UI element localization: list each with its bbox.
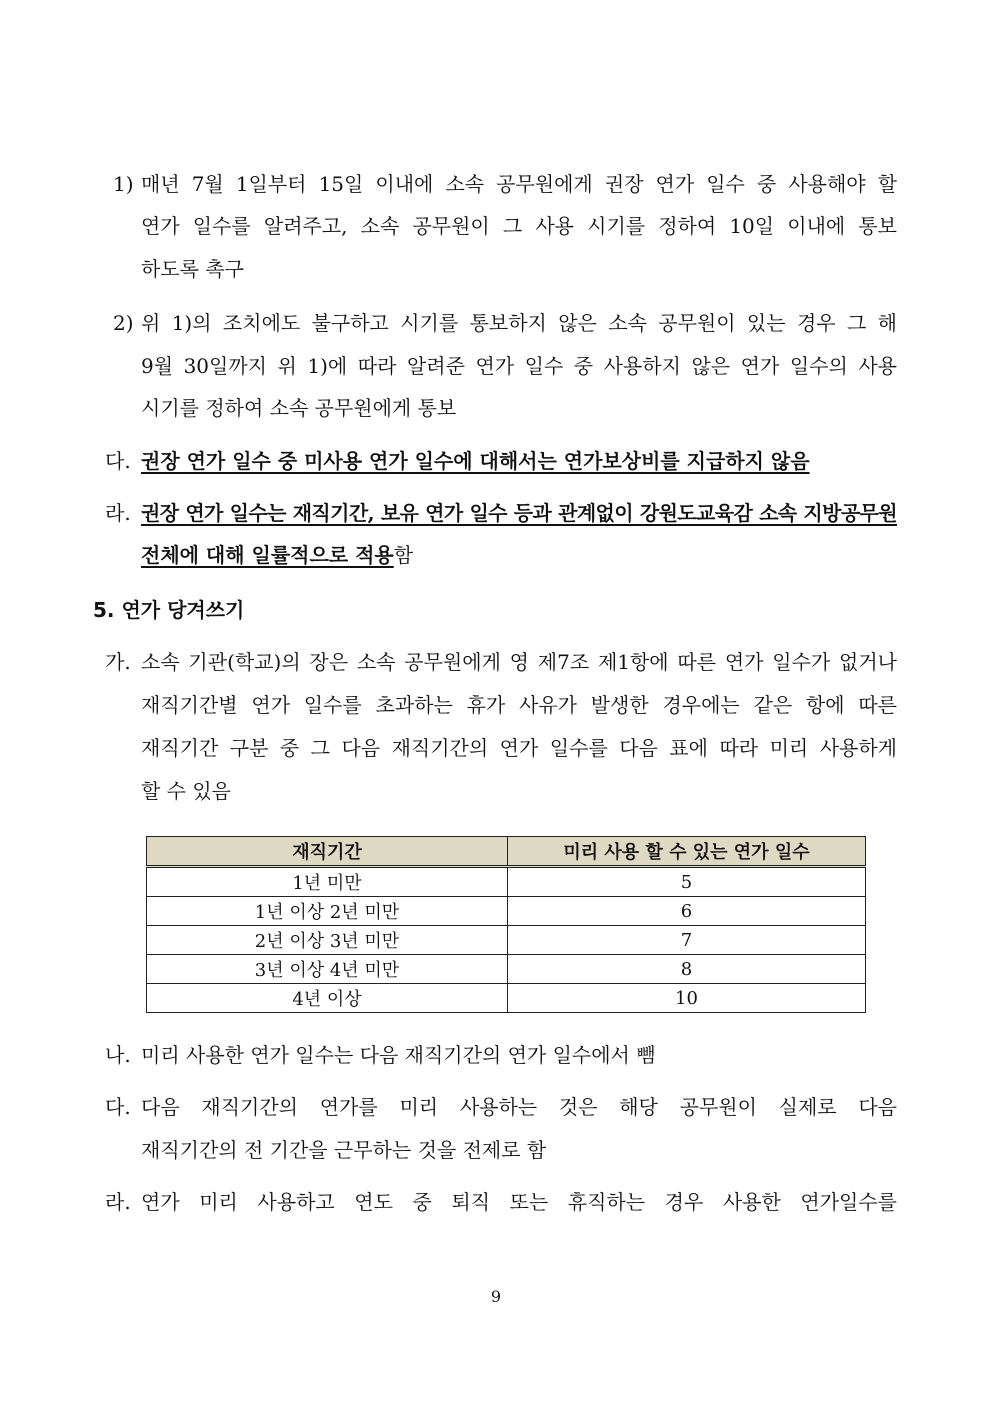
item-text-emphasis: 전체에 대해 일률적으로 적용: [141, 543, 394, 567]
sub-item-text-line: 연가 일수를 알려주고, 소속 공무원이 그 사용 시기를 정하여 10일 이내에 통보: [141, 214, 897, 238]
sub-item-text-line: 위 1)의 조치에도 불구하고 시기를 통보하지 않은 소속 공무원이 있는 경우 그 해: [141, 311, 897, 335]
item-text-line: 소속 기관(학교)의 장은 소속 공무원에게 영 제7조 제1항에 따른 연가 일수가 없거나: [141, 650, 897, 674]
table-row: [147, 955, 866, 984]
item-text-line: 재직기간 구분 중 그 다음 재직기간의 연가 일수를 다음 표에 따라 미리 사용하게: [141, 736, 897, 760]
table-cell: 3년 이상 4년 미만: [147, 955, 508, 984]
table-row: [147, 867, 866, 897]
sub-item-marker: 1): [113, 172, 134, 196]
sub-item-text-line: 9월 30일까지 위 1)에 따라 알려준 연가 일수 중 사용하지 않은 연가 일수의 사용: [141, 354, 897, 378]
item-marker: 다.: [105, 449, 131, 473]
item-marker: 가.: [105, 650, 131, 674]
table-row: [147, 984, 866, 1013]
table-cell: 10: [508, 984, 866, 1013]
table-cell: 4년 이상: [147, 984, 508, 1013]
item-text: 권장 연가 일수 중 미사용 연가 일수에 대해서는 연가보상비를 지급하지 않음: [141, 449, 810, 473]
table-cell: 1년 미만: [147, 867, 508, 897]
table-row: [147, 926, 866, 955]
table-header-cell: 재직기간: [147, 837, 508, 867]
item-text-line: 권장 연가 일수는 재직기간, 보유 연가 일수 등과 관계없이 강원도교육감 소속 지방공무원: [141, 501, 897, 525]
table-header-cell: 미리 사용 할 수 있는 연가 일수: [508, 837, 866, 867]
sub-item-marker: 2): [113, 311, 134, 335]
item-marker: 라.: [105, 1190, 131, 1214]
page-number: 9: [490, 1287, 502, 1306]
item-text-line: 다음 재직기간의 연가를 미리 사용하는 것은 해당 공무원이 실제로 다음: [141, 1095, 897, 1119]
advance-leave-table: [146, 836, 866, 1013]
item-text-line: [141, 541, 413, 569]
item-text: 연가 미리 사용하고 연도 중 퇴직 또는 휴직하는 경우 사용한 연가일수를: [141, 1190, 897, 1214]
table-cell: 2년 이상 3년 미만: [147, 926, 508, 955]
item-marker: 다.: [105, 1095, 131, 1119]
item-text-line: 재직기간별 연가 일수를 초과하는 휴가 사유가 발생한 경우에는 같은 항에 따른: [141, 693, 897, 717]
sub-item-text-line: 시기를 정하여 소속 공무원에게 통보: [141, 396, 457, 420]
item-marker: 라.: [105, 501, 131, 525]
table-cell: 6: [508, 897, 866, 926]
item-marker: 나.: [105, 1043, 131, 1067]
table-row: [147, 897, 866, 926]
item-text: 미리 사용한 연가 일수는 다음 재직기간의 연가 일수에서 뺌: [141, 1043, 656, 1067]
table-cell: 1년 이상 2년 미만: [147, 897, 508, 926]
item-text-line: 할 수 있음: [141, 779, 231, 803]
table-header-row: [147, 837, 866, 867]
table-cell: 7: [508, 926, 866, 955]
table-cell: 5: [508, 867, 866, 897]
item-text-tail: 함: [393, 543, 414, 567]
table-cell: 8: [508, 955, 866, 984]
section-heading: 5. 연가 당겨쓰기: [93, 598, 245, 622]
sub-item-text-line: 하도록 촉구: [141, 257, 244, 281]
item-text-line: 재직기간의 전 기간을 근무하는 것을 전제로 함: [141, 1138, 547, 1162]
sub-item-text-line: 매년 7월 1일부터 15일 이내에 소속 공무원에게 권장 연가 일수 중 사용해야 할: [141, 172, 897, 196]
